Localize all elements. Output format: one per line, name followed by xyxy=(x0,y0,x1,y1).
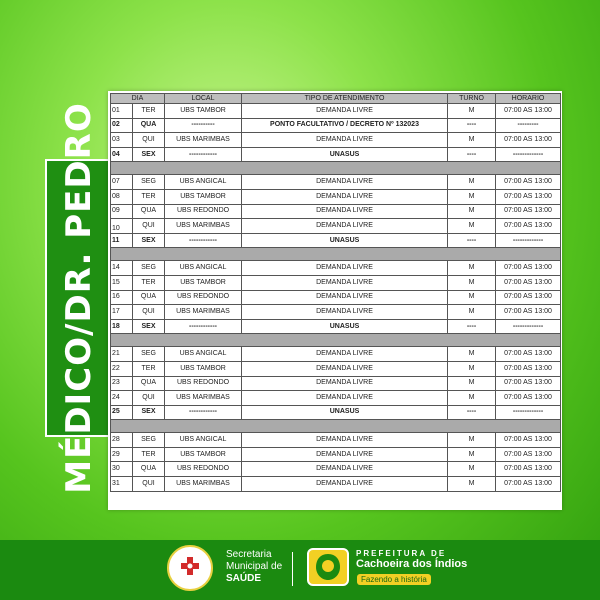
cell-horario: 07:00 AS 13:00 xyxy=(496,189,561,204)
cell-weekday: SEG xyxy=(133,347,165,362)
cell-day-number: 16 xyxy=(111,290,133,305)
cell-local: ------------ xyxy=(165,319,242,334)
cell-weekday: QUA xyxy=(133,204,165,219)
cell-weekday: SEX xyxy=(133,233,165,248)
cell-day-number: 11 xyxy=(111,233,133,248)
cell-horario: 07:00 AS 13:00 xyxy=(496,376,561,391)
table-row xyxy=(111,391,561,406)
cell-weekday: SEX xyxy=(133,147,165,162)
week-separator xyxy=(111,420,561,433)
cell-turno: M xyxy=(448,290,496,305)
header-tipo: TIPO DE ATENDIMENTO xyxy=(242,94,448,104)
cell-local: UBS MARIMBAS xyxy=(165,305,242,320)
table-row xyxy=(111,361,561,376)
cell-local: UBS TAMBOR xyxy=(165,189,242,204)
cell-horario: 07:00 AS 13:00 xyxy=(496,219,561,234)
cell-local: UBS TAMBOR xyxy=(165,361,242,376)
cell-local: UBS MARIMBAS xyxy=(165,219,242,234)
cell-weekday: SEG xyxy=(133,261,165,276)
cell-horario: ------------- xyxy=(496,319,561,334)
saude-line2: Municipal de xyxy=(226,561,283,572)
cell-day-number: 01 xyxy=(111,104,133,119)
cell-turno: M xyxy=(448,189,496,204)
cell-turno: M xyxy=(448,391,496,406)
table-row xyxy=(111,219,561,234)
cell-horario: --------- xyxy=(496,118,561,133)
table-row xyxy=(111,290,561,305)
cell-turno: ---- xyxy=(448,319,496,334)
cell-day-number: 02 xyxy=(111,118,133,133)
header-local: LOCAL xyxy=(165,94,242,104)
table-row xyxy=(111,347,561,362)
cell-horario: ------------- xyxy=(496,147,561,162)
cell-weekday: QUA xyxy=(133,376,165,391)
cell-weekday: TER xyxy=(133,275,165,290)
cell-day-number: 09 xyxy=(111,204,133,219)
table-row xyxy=(111,477,561,492)
cell-day-number: 28 xyxy=(111,433,133,448)
cell-turno: ---- xyxy=(448,405,496,420)
table-row xyxy=(111,204,561,219)
prefeitura-crest-icon xyxy=(309,550,347,584)
cell-horario: 07:00 AS 13:00 xyxy=(496,391,561,406)
cell-day-number: 25 xyxy=(111,405,133,420)
cell-horario: ------------- xyxy=(496,405,561,420)
cell-turno: ---- xyxy=(448,233,496,248)
cell-horario: 07:00 AS 13:00 xyxy=(496,104,561,119)
cell-horario: 07:00 AS 13:00 xyxy=(496,305,561,320)
cell-local: ------------ xyxy=(165,233,242,248)
cell-turno: M xyxy=(448,204,496,219)
prefeitura-name: Cachoeira dos Índios xyxy=(356,558,468,570)
cell-day-number: 21 xyxy=(111,347,133,362)
cell-tipo: DEMANDA LIVRE xyxy=(242,361,448,376)
cell-local: UBS MARIMBAS xyxy=(165,133,242,148)
cell-day-number: 08 xyxy=(111,189,133,204)
week-separator xyxy=(111,248,561,261)
cell-tipo: DEMANDA LIVRE xyxy=(242,175,448,190)
saude-label xyxy=(226,549,282,585)
cell-tipo: PONTO FACULTATIVO / DECRETO Nº 132023 xyxy=(242,118,448,133)
table-row xyxy=(111,319,561,334)
cell-turno: M xyxy=(448,305,496,320)
cell-tipo: DEMANDA LIVRE xyxy=(242,447,448,462)
cell-horario: 07:00 AS 13:00 xyxy=(496,133,561,148)
table-row xyxy=(111,189,561,204)
cell-day-number: 24 xyxy=(111,391,133,406)
week-separator-cell xyxy=(111,420,561,433)
cell-local: UBS REDONDO xyxy=(165,290,242,305)
footer-bar xyxy=(0,540,600,600)
cell-day-number: 03 xyxy=(111,133,133,148)
cell-local: UBS REDONDO xyxy=(165,376,242,391)
cell-day-number: 07 xyxy=(111,175,133,190)
cell-horario: 07:00 AS 13:00 xyxy=(496,477,561,492)
cell-tipo: DEMANDA LIVRE xyxy=(242,391,448,406)
cell-day-number: 14 xyxy=(111,261,133,276)
cell-turno: M xyxy=(448,447,496,462)
cell-tipo: UNASUS xyxy=(242,147,448,162)
cell-weekday: QUI xyxy=(133,305,165,320)
cell-tipo: DEMANDA LIVRE xyxy=(242,133,448,148)
week-separator-cell xyxy=(111,162,561,175)
side-title-banner xyxy=(45,102,113,494)
cell-weekday: QUI xyxy=(133,391,165,406)
cell-horario: 07:00 AS 13:00 xyxy=(496,347,561,362)
cell-local: UBS ANGICAL xyxy=(165,175,242,190)
cell-weekday: TER xyxy=(133,104,165,119)
cell-tipo: DEMANDA LIVRE xyxy=(242,376,448,391)
cell-turno: M xyxy=(448,376,496,391)
cell-tipo: DEMANDA LIVRE xyxy=(242,433,448,448)
table-row xyxy=(111,275,561,290)
cell-local: UBS TAMBOR xyxy=(165,447,242,462)
cell-tipo: DEMANDA LIVRE xyxy=(242,275,448,290)
cell-local: UBS ANGICAL xyxy=(165,433,242,448)
cell-horario: 07:00 AS 13:00 xyxy=(496,290,561,305)
table-row xyxy=(111,118,561,133)
cell-horario: 07:00 AS 13:00 xyxy=(496,433,561,448)
cell-local: UBS MARIMBAS xyxy=(165,391,242,406)
cell-turno: ---- xyxy=(448,147,496,162)
cell-turno: ---- xyxy=(448,118,496,133)
cell-horario: 07:00 AS 13:00 xyxy=(496,261,561,276)
cell-horario: 07:00 AS 13:00 xyxy=(496,361,561,376)
cell-tipo: DEMANDA LIVRE xyxy=(242,462,448,477)
table-row xyxy=(111,261,561,276)
cell-weekday: QUI xyxy=(133,219,165,234)
cell-day-number: 18 xyxy=(111,319,133,334)
cell-local: ------------ xyxy=(165,405,242,420)
week-separator-cell xyxy=(111,248,561,261)
cell-day-number: 17 xyxy=(111,305,133,320)
cell-tipo: DEMANDA LIVRE xyxy=(242,189,448,204)
footer-divider xyxy=(292,552,293,586)
cell-local: UBS ANGICAL xyxy=(165,261,242,276)
week-separator-cell xyxy=(111,334,561,347)
cell-weekday: QUI xyxy=(133,133,165,148)
cell-tipo: UNASUS xyxy=(242,233,448,248)
table-header-row xyxy=(111,94,561,104)
table-row xyxy=(111,305,561,320)
week-separator xyxy=(111,162,561,175)
cell-day-number: 30 xyxy=(111,462,133,477)
table-row xyxy=(111,462,561,477)
cell-day-number: 22 xyxy=(111,361,133,376)
cell-local: UBS TAMBOR xyxy=(165,275,242,290)
week-separator xyxy=(111,334,561,347)
header-dia: DIA xyxy=(111,94,165,104)
table-row xyxy=(111,147,561,162)
table-row xyxy=(111,133,561,148)
cell-day-number: 04 xyxy=(111,147,133,162)
cell-weekday: SEX xyxy=(133,405,165,420)
cell-weekday: TER xyxy=(133,447,165,462)
cell-horario: 07:00 AS 13:00 xyxy=(496,175,561,190)
cell-tipo: DEMANDA LIVRE xyxy=(242,261,448,276)
cell-horario: 07:00 AS 13:00 xyxy=(496,462,561,477)
cell-tipo: DEMANDA LIVRE xyxy=(242,290,448,305)
header-horario: HORARIO xyxy=(496,94,561,104)
cell-turno: M xyxy=(448,133,496,148)
table-row xyxy=(111,104,561,119)
cell-horario: 07:00 AS 13:00 xyxy=(496,204,561,219)
cell-tipo: UNASUS xyxy=(242,405,448,420)
cell-day-number: 29 xyxy=(111,447,133,462)
cell-local: UBS ANGICAL xyxy=(165,347,242,362)
table-row xyxy=(111,433,561,448)
cell-turno: M xyxy=(448,361,496,376)
cell-turno: M xyxy=(448,433,496,448)
schedule-table xyxy=(110,93,561,492)
cell-day-number: 23 xyxy=(111,376,133,391)
side-title: MÉDICO/DR. PEDRO xyxy=(59,102,99,494)
cell-local: ------------ xyxy=(165,147,242,162)
prefeitura-slogan: Fazendo a história xyxy=(357,574,431,585)
cell-turno: M xyxy=(448,347,496,362)
cell-weekday: TER xyxy=(133,361,165,376)
saude-line3: SAÚDE xyxy=(226,573,262,584)
schedule-body xyxy=(111,104,561,492)
cell-turno: M xyxy=(448,175,496,190)
prefeitura-top: PREFEITURA DE xyxy=(356,549,447,558)
cell-weekday: SEG xyxy=(133,175,165,190)
cell-turno: M xyxy=(448,219,496,234)
cell-tipo: DEMANDA LIVRE xyxy=(242,477,448,492)
cell-weekday: QUA xyxy=(133,118,165,133)
cell-tipo: UNASUS xyxy=(242,319,448,334)
cell-tipo: DEMANDA LIVRE xyxy=(242,204,448,219)
table-row xyxy=(111,447,561,462)
cell-turno: M xyxy=(448,104,496,119)
cell-turno: M xyxy=(448,477,496,492)
cell-horario: ------------- xyxy=(496,233,561,248)
cell-local: UBS REDONDO xyxy=(165,204,242,219)
cell-weekday: SEG xyxy=(133,433,165,448)
cell-local: UBS REDONDO xyxy=(165,462,242,477)
table-row xyxy=(111,175,561,190)
cell-weekday: QUA xyxy=(133,290,165,305)
cell-tipo: DEMANDA LIVRE xyxy=(242,219,448,234)
cell-turno: M xyxy=(448,462,496,477)
cell-turno: M xyxy=(448,275,496,290)
table-row xyxy=(111,405,561,420)
cell-day-number: 10 xyxy=(111,219,133,234)
prefeitura-logo xyxy=(307,548,349,586)
cell-tipo: DEMANDA LIVRE xyxy=(242,104,448,119)
cell-day-number: 31 xyxy=(111,477,133,492)
cell-horario: 07:00 AS 13:00 xyxy=(496,447,561,462)
saude-line1: Secretaria xyxy=(226,549,272,560)
cell-local: ---------- xyxy=(165,118,242,133)
table-row xyxy=(111,376,561,391)
cell-weekday: QUA xyxy=(133,462,165,477)
cell-day-number: 15 xyxy=(111,275,133,290)
table-row xyxy=(111,233,561,248)
medical-cross-icon xyxy=(181,557,199,575)
cell-tipo: DEMANDA LIVRE xyxy=(242,305,448,320)
cell-local: UBS TAMBOR xyxy=(165,104,242,119)
cell-weekday: QUI xyxy=(133,477,165,492)
cell-turno: M xyxy=(448,261,496,276)
cell-local: UBS MARIMBAS xyxy=(165,477,242,492)
cell-tipo: DEMANDA LIVRE xyxy=(242,347,448,362)
cell-weekday: TER xyxy=(133,189,165,204)
saude-logo xyxy=(167,545,213,591)
header-turno: TURNO xyxy=(448,94,496,104)
cell-weekday: SEX xyxy=(133,319,165,334)
schedule-document xyxy=(108,91,562,510)
cell-horario: 07:00 AS 13:00 xyxy=(496,275,561,290)
